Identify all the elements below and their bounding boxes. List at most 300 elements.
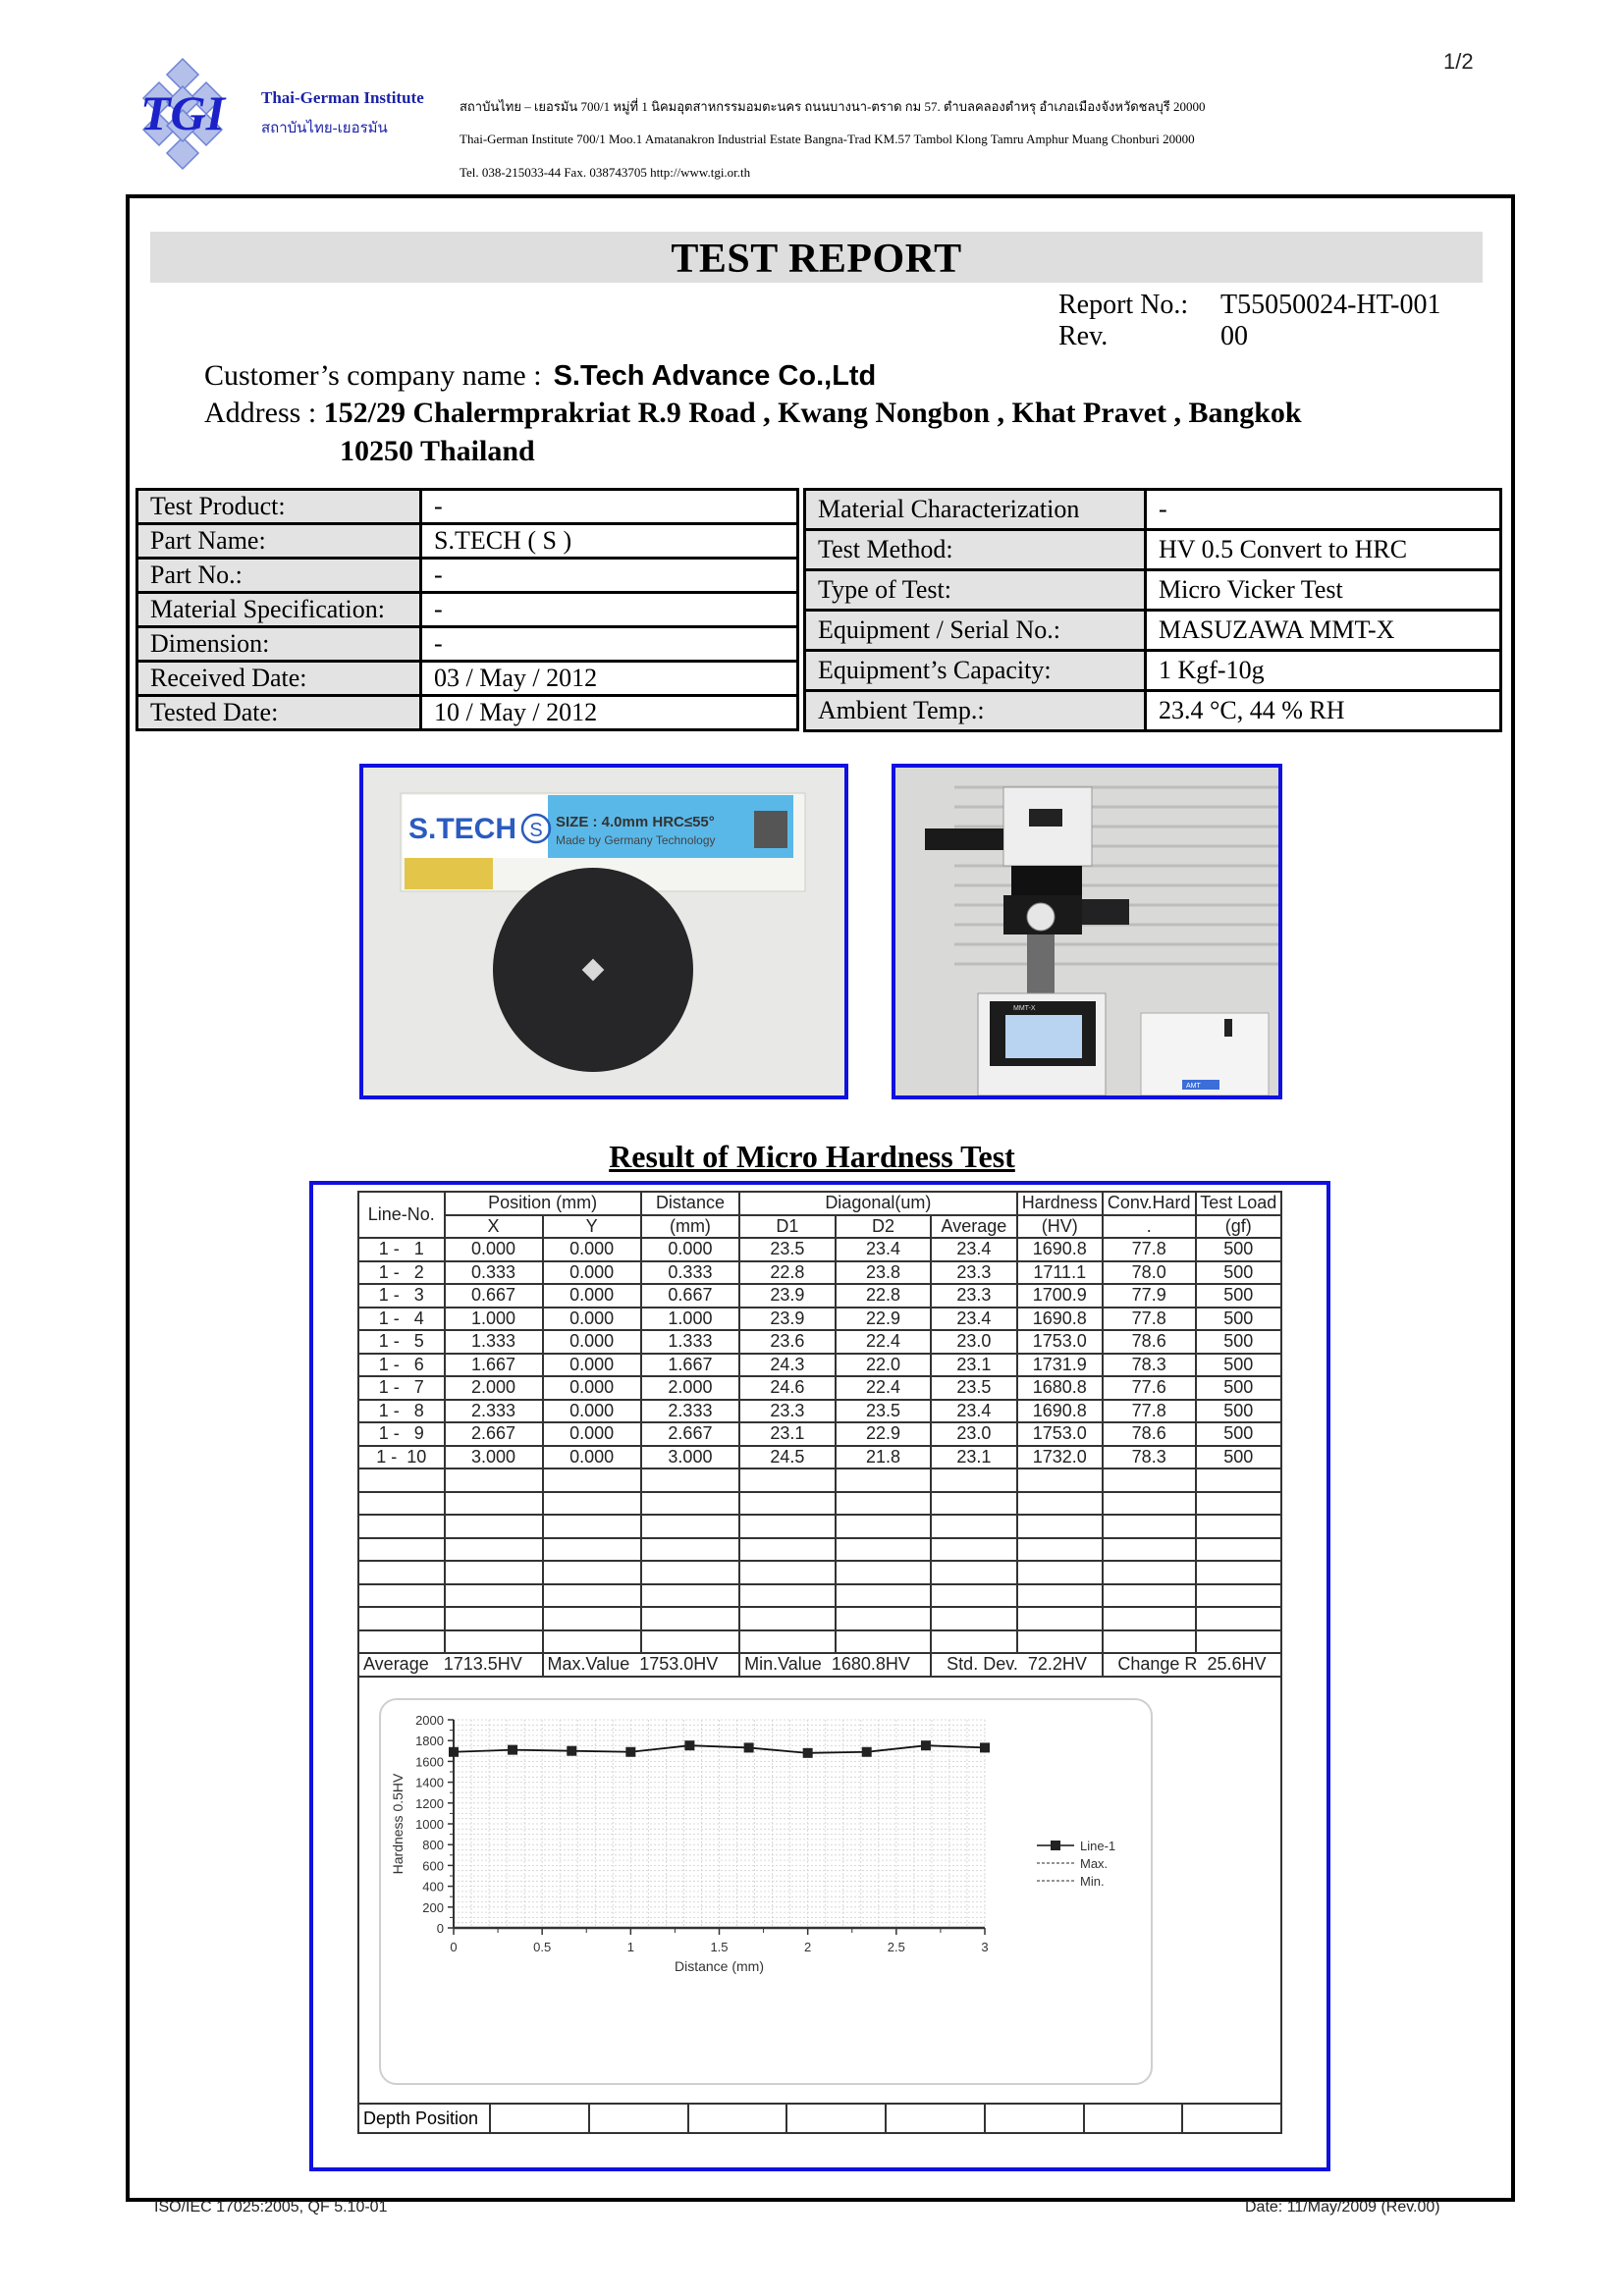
cell-test-load: 500 (1196, 1376, 1281, 1400)
empty-cell (445, 1630, 543, 1654)
cell-test-load: 500 (1196, 1330, 1281, 1354)
specimen-info-row (137, 559, 798, 593)
cell-hardness: 1690.8 (1017, 1400, 1103, 1423)
cell-y: 0.000 (543, 1376, 641, 1400)
empty-result-row (358, 1468, 1281, 1492)
footer-date: Date: 11/May/2009 (Rev.00) (1245, 2199, 1440, 2216)
cell-d2: 23.5 (836, 1400, 932, 1423)
header-line-no: Line-No. (358, 1192, 445, 1238)
empty-cell (1103, 1584, 1196, 1608)
cell-test-load: 500 (1196, 1446, 1281, 1469)
cell-conv-hard: 78.3 (1103, 1446, 1196, 1469)
empty-cell (445, 1607, 543, 1630)
result-row (358, 1261, 1281, 1285)
cell-average: 23.4 (931, 1308, 1016, 1331)
empty-cell (836, 1492, 932, 1516)
camera (925, 828, 1003, 850)
test-info-row (805, 490, 1501, 530)
depth-cell (688, 2104, 787, 2133)
data-point (862, 1747, 872, 1757)
address-value-2: 10250 Thailand (340, 435, 535, 467)
result-row (358, 1330, 1281, 1354)
header-test-load: Test Load (1196, 1192, 1281, 1215)
specimen-info-row (137, 662, 798, 696)
cell-line-no: 1 - 8 (358, 1400, 445, 1423)
x-tick-label: 2.5 (887, 1940, 905, 1954)
cell-line-no: 1 - 4 (358, 1308, 445, 1331)
empty-cell (543, 1468, 641, 1492)
data-point (449, 1747, 459, 1757)
empty-cell (445, 1515, 543, 1538)
empty-cell (358, 1584, 445, 1608)
empty-cell (543, 1584, 641, 1608)
cell-conv-hard: 78.6 (1103, 1330, 1196, 1354)
empty-cell (836, 1584, 932, 1608)
data-point (803, 1748, 813, 1758)
empty-cell (358, 1561, 445, 1584)
cell-test-load: 500 (1196, 1238, 1281, 1261)
empty-cell (1196, 1515, 1281, 1538)
empty-cell (358, 1607, 445, 1630)
specimen-info-row (137, 627, 798, 662)
legend-marker (1051, 1841, 1060, 1850)
sample-photo (359, 764, 848, 1099)
empty-cell (445, 1538, 543, 1562)
empty-cell (1017, 1630, 1103, 1654)
cell-test-load: 500 (1196, 1308, 1281, 1331)
hardness-chart (359, 1669, 1280, 2101)
cell-d1: 23.9 (739, 1308, 836, 1331)
change-label: Change R (1117, 1654, 1198, 1675)
max-value: 1753.0HV (639, 1654, 719, 1675)
empty-cell (1103, 1515, 1196, 1538)
empty-cell (739, 1515, 836, 1538)
institute-name: Thai-German Institute (261, 88, 424, 107)
cell-distance: 0.333 (641, 1261, 739, 1285)
touch-screen (1005, 1015, 1082, 1058)
header-hardness: Hardness (1017, 1192, 1103, 1215)
cell-average: 23.4 (931, 1400, 1016, 1423)
empty-cell (1017, 1538, 1103, 1562)
x-tick-label: 3 (981, 1940, 989, 1954)
cell-line-no: 1 - 2 (358, 1261, 445, 1285)
header-distance-unit: (mm) (641, 1215, 739, 1239)
std-value: 72.2HV (1027, 1654, 1087, 1675)
cell-y: 0.000 (543, 1330, 641, 1354)
empty-cell (445, 1584, 543, 1608)
cell-distance: 2.000 (641, 1376, 739, 1400)
qr-code (754, 811, 787, 848)
cell-d1: 23.5 (739, 1238, 836, 1261)
empty-cell (358, 1538, 445, 1562)
legend-label: Min. (1080, 1874, 1105, 1889)
depth-cell (589, 2104, 688, 2133)
empty-result-row (358, 1538, 1281, 1562)
test-info-value: MASUZAWA MMT-X (1146, 611, 1501, 651)
data-point (921, 1740, 931, 1750)
empty-cell (739, 1561, 836, 1584)
empty-cell (641, 1607, 739, 1630)
address-value-1: 152/29 Chalermprakriat R.9 Road , Kwang Nongbon , Khat Pravet , Bangkok (323, 397, 1302, 429)
cell-conv-hard: 78.6 (1103, 1422, 1196, 1446)
specimen-info-label: Test Product: (137, 490, 421, 524)
hardness-results-table (357, 1191, 1282, 1678)
empty-cell (739, 1607, 836, 1630)
cell-y: 0.000 (543, 1354, 641, 1377)
data-point (980, 1742, 990, 1752)
cell-distance: 1.667 (641, 1354, 739, 1377)
empty-cell (1196, 1630, 1281, 1654)
specimen-info-row (137, 593, 798, 627)
empty-result-row (358, 1492, 1281, 1516)
cell-hardness: 1731.9 (1017, 1354, 1103, 1377)
empty-cell (836, 1538, 932, 1562)
depth-cell (1182, 2104, 1281, 2133)
y-tick-label: 0 (436, 1921, 444, 1936)
customer-label: Customer’s company name : (204, 359, 542, 392)
cell-d2: 22.8 (836, 1284, 932, 1308)
empty-cell (641, 1492, 739, 1516)
screen-label: MMT-X (1013, 1005, 1036, 1012)
specimen-info-value: - (421, 627, 798, 662)
cell-average: 23.1 (931, 1446, 1016, 1469)
empty-cell (1017, 1515, 1103, 1538)
empty-cell (836, 1607, 932, 1630)
cell-d1: 24.3 (739, 1354, 836, 1377)
test-info-label: Ambient Temp.: (805, 691, 1146, 731)
result-row (358, 1422, 1281, 1446)
cell-d2: 23.4 (836, 1238, 932, 1261)
header-average: Average (931, 1215, 1016, 1239)
page-number: 1/2 (1443, 49, 1474, 74)
rev-value: 00 (1220, 321, 1248, 351)
empty-cell (739, 1584, 836, 1608)
y-tick-label: 400 (422, 1879, 444, 1895)
cell-distance: 2.333 (641, 1400, 739, 1423)
empty-cell (931, 1515, 1016, 1538)
cell-conv-hard: 77.8 (1103, 1308, 1196, 1331)
address-thai: สถาบันไทย – เยอรมัน 700/1 หมู่ที่ 1 นิคมอุตสาหกรรมอมตะนคร ถนนบางนา-ตราด กม 57. ตำบลคลองตำหรุ อำเภอเมืองจังหวัดชลบุรี 20000 (460, 99, 1206, 114)
empty-cell (358, 1468, 445, 1492)
empty-cell (1196, 1538, 1281, 1562)
report-title: TEST REPORT (671, 237, 962, 282)
specimen-info-row (137, 696, 798, 730)
test-info-table (803, 488, 1502, 732)
cell-d1: 23.1 (739, 1422, 836, 1446)
y-tick-label: 800 (422, 1838, 444, 1853)
empty-cell (543, 1538, 641, 1562)
specimen-info-table (135, 488, 799, 731)
header-position: Position (mm) (445, 1192, 641, 1215)
depth-cell (985, 2104, 1084, 2133)
result-row (358, 1376, 1281, 1400)
test-info-label: Material Characterization (805, 490, 1146, 530)
depth-cell (886, 2104, 985, 2133)
empty-cell (739, 1538, 836, 1562)
test-info-label: Test Method: (805, 530, 1146, 570)
cell-hardness: 1753.0 (1017, 1330, 1103, 1354)
y-tick-label: 1200 (415, 1795, 444, 1811)
empty-cell (358, 1492, 445, 1516)
test-info-row (805, 651, 1501, 691)
test-info-value: 1 Kgf-10g (1146, 651, 1501, 691)
header-conv-hard: Conv.Hard (1103, 1192, 1196, 1215)
empty-cell (543, 1515, 641, 1538)
x-tick-label: 1.5 (710, 1940, 729, 1954)
y-tick-label: 1600 (415, 1754, 444, 1770)
cell-conv-hard: 78.0 (1103, 1261, 1196, 1285)
cell-d1: 24.6 (739, 1376, 836, 1400)
customer-name: S.Tech Advance Co.,Ltd (553, 360, 877, 392)
empty-cell (1196, 1561, 1281, 1584)
legend-label: Max. (1080, 1856, 1109, 1871)
empty-cell (1196, 1607, 1281, 1630)
cell-test-load: 500 (1196, 1261, 1281, 1285)
y-tick-label: 1400 (415, 1775, 444, 1790)
cell-hardness: 1711.1 (1017, 1261, 1103, 1285)
specimen-info-label: Part No.: (137, 559, 421, 593)
test-info-label: Type of Test: (805, 570, 1146, 611)
y-tick-label: 1000 (415, 1817, 444, 1832)
empty-cell (1196, 1584, 1281, 1608)
cell-hardness: 1732.0 (1017, 1446, 1103, 1469)
cell-distance: 2.667 (641, 1422, 739, 1446)
cell-x: 2.667 (445, 1422, 543, 1446)
x-tick-label: 2 (804, 1940, 812, 1954)
cell-distance: 1.333 (641, 1330, 739, 1354)
average-label: Average (363, 1654, 429, 1675)
cell-test-load: 500 (1196, 1422, 1281, 1446)
result-row (358, 1354, 1281, 1377)
result-row (358, 1238, 1281, 1261)
cell-y: 0.000 (543, 1238, 641, 1261)
cell-hardness: 1753.0 (1017, 1422, 1103, 1446)
tool-tip (405, 858, 493, 889)
empty-cell (739, 1630, 836, 1654)
x-tick-label: 0 (450, 1940, 458, 1954)
std-label: Std. Dev. (947, 1654, 1018, 1675)
cell-d1: 23.6 (739, 1330, 836, 1354)
cell-line-no: 1 - 7 (358, 1376, 445, 1400)
y-tick-label: 1800 (415, 1734, 444, 1749)
min-value: 1680.8HV (831, 1654, 910, 1675)
cell-d1: 22.8 (739, 1261, 836, 1285)
data-point (684, 1740, 694, 1750)
cell-line-no: 1 - 1 (358, 1238, 445, 1261)
cell-distance: 0.000 (641, 1238, 739, 1261)
specimen-info-value: - (421, 593, 798, 627)
column (1027, 934, 1055, 993)
specimen-info-label: Tested Date: (137, 696, 421, 730)
empty-cell (445, 1492, 543, 1516)
brand-text: S.TECH (408, 813, 517, 845)
empty-cell (543, 1607, 641, 1630)
y-tick-label: 200 (422, 1899, 444, 1915)
empty-result-row (358, 1630, 1281, 1654)
empty-cell (1196, 1492, 1281, 1516)
cell-line-no: 1 - 10 (358, 1446, 445, 1469)
empty-cell (739, 1468, 836, 1492)
empty-cell (931, 1584, 1016, 1608)
cell-x: 1.667 (445, 1354, 543, 1377)
x-tick-label: 0.5 (533, 1940, 552, 1954)
report-number-block (1058, 290, 1441, 352)
cell-d2: 21.8 (836, 1446, 932, 1469)
empty-cell (358, 1515, 445, 1538)
cell-y: 0.000 (543, 1446, 641, 1469)
cell-conv-hard: 78.3 (1103, 1354, 1196, 1377)
empty-cell (1103, 1492, 1196, 1516)
test-info-row (805, 691, 1501, 731)
empty-cell (641, 1468, 739, 1492)
cell-d2: 22.4 (836, 1376, 932, 1400)
cell-d2: 23.8 (836, 1261, 932, 1285)
cell-d1: 23.9 (739, 1284, 836, 1308)
cell-x: 0.333 (445, 1261, 543, 1285)
empty-cell (931, 1492, 1016, 1516)
empty-cell (1017, 1492, 1103, 1516)
logo-text: TGI (139, 85, 226, 140)
cell-hardness: 1690.8 (1017, 1238, 1103, 1261)
cell-average: 23.0 (931, 1422, 1016, 1446)
cell-distance: 0.667 (641, 1284, 739, 1308)
specimen-info-value: 10 / May / 2012 (421, 696, 798, 730)
customer-line (204, 359, 876, 393)
cell-x: 0.000 (445, 1238, 543, 1261)
empty-cell (1103, 1607, 1196, 1630)
cell-conv-hard: 77.9 (1103, 1284, 1196, 1308)
contact-info: Tel. 038-215033-44 Fax. 038743705 http://www.tgi.or.th (460, 165, 751, 180)
empty-cell (641, 1538, 739, 1562)
specimen-info-value: S.TECH ( S ) (421, 524, 798, 559)
size-text: SIZE : 4.0mm HRC≤55° (556, 814, 715, 830)
specimen-info-label: Material Specification: (137, 593, 421, 627)
report-no-value: T55050024-HT-001 (1220, 290, 1441, 320)
cell-d2: 22.0 (836, 1354, 932, 1377)
result-row (358, 1308, 1281, 1331)
empty-cell (543, 1561, 641, 1584)
data-point (567, 1746, 576, 1756)
test-info-value: 23.4 °C, 44 % RH (1146, 691, 1501, 731)
tgi-logo (120, 57, 245, 171)
empty-cell (641, 1561, 739, 1584)
cell-d2: 22.4 (836, 1330, 932, 1354)
empty-cell (1103, 1630, 1196, 1654)
x-tick-label: 1 (626, 1940, 634, 1954)
empty-cell (543, 1492, 641, 1516)
cell-hardness: 1690.8 (1017, 1308, 1103, 1331)
cell-average: 23.5 (931, 1376, 1016, 1400)
cell-conv-hard: 77.8 (1103, 1238, 1196, 1261)
empty-cell (1017, 1607, 1103, 1630)
cell-average: 23.3 (931, 1261, 1016, 1285)
test-info-row (805, 570, 1501, 611)
empty-result-row (358, 1515, 1281, 1538)
cell-distance: 1.000 (641, 1308, 739, 1331)
controller-label: AMT (1186, 1083, 1201, 1090)
test-info-value: Micro Vicker Test (1146, 570, 1501, 611)
cell-x: 1.000 (445, 1308, 543, 1331)
empty-cell (836, 1515, 932, 1538)
empty-cell (739, 1492, 836, 1516)
data-point (744, 1742, 754, 1752)
specimen-info-value: - (421, 559, 798, 593)
empty-cell (1103, 1538, 1196, 1562)
depth-cell (490, 2104, 589, 2133)
empty-cell (1196, 1468, 1281, 1492)
data-point (625, 1747, 635, 1757)
empty-cell (445, 1468, 543, 1492)
specimen-info-label: Received Date: (137, 662, 421, 696)
cell-hardness: 1680.8 (1017, 1376, 1103, 1400)
title-band (150, 232, 1483, 283)
cell-y: 0.000 (543, 1284, 641, 1308)
cell-x: 1.333 (445, 1330, 543, 1354)
cell-average: 23.4 (931, 1238, 1016, 1261)
legend-label: Line-1 (1080, 1839, 1116, 1853)
cell-hardness: 1700.9 (1017, 1284, 1103, 1308)
empty-result-row (358, 1584, 1281, 1608)
test-info-row (805, 611, 1501, 651)
cell-conv-hard: 77.6 (1103, 1376, 1196, 1400)
header-conv-hard-unit: . (1103, 1215, 1196, 1239)
hardness-tester-photo (892, 764, 1282, 1099)
data-point (508, 1745, 517, 1755)
header-x: X (445, 1215, 543, 1239)
result-row (358, 1400, 1281, 1423)
empty-cell (358, 1630, 445, 1654)
cell-average: 23.3 (931, 1284, 1016, 1308)
report-no-label: Report No.: (1058, 290, 1189, 320)
empty-cell (931, 1630, 1016, 1654)
cell-d1: 24.5 (739, 1446, 836, 1469)
y-axis-label: Hardness 0.5HV (390, 1773, 406, 1875)
empty-cell (445, 1561, 543, 1584)
cell-distance: 3.000 (641, 1446, 739, 1469)
header-diagonal: Diagonal(um) (739, 1192, 1016, 1215)
cell-line-no: 1 - 9 (358, 1422, 445, 1446)
chart-legend (1037, 1839, 1115, 1889)
specimen-info-value: - (421, 490, 798, 524)
cell-test-load: 500 (1196, 1284, 1281, 1308)
change-value: 25.6HV (1207, 1654, 1267, 1675)
result-row (358, 1284, 1281, 1308)
result-title: Result of Micro Hardness Test (609, 1139, 1015, 1174)
specimen-info-label: Dimension: (137, 627, 421, 662)
cell-x: 3.000 (445, 1446, 543, 1469)
header-hardness-unit: (HV) (1017, 1215, 1103, 1239)
depth-cell (1084, 2104, 1183, 2133)
cell-conv-hard: 77.8 (1103, 1400, 1196, 1423)
address-label: Address : (204, 397, 317, 429)
empty-cell (931, 1607, 1016, 1630)
empty-cell (641, 1515, 739, 1538)
cell-y: 0.000 (543, 1308, 641, 1331)
cell-line-no: 1 - 5 (358, 1330, 445, 1354)
test-info-value: - (1146, 490, 1501, 530)
cell-d1: 23.3 (739, 1400, 836, 1423)
cell-test-load: 500 (1196, 1400, 1281, 1423)
test-info-row (805, 530, 1501, 570)
cell-average: 23.1 (931, 1354, 1016, 1377)
specimen-info-row (137, 524, 798, 559)
cell-test-load: 500 (1196, 1354, 1281, 1377)
empty-cell (1017, 1584, 1103, 1608)
y-tick-label: 600 (422, 1858, 444, 1874)
specimen-info-value: 03 / May / 2012 (421, 662, 798, 696)
cell-y: 0.000 (543, 1261, 641, 1285)
specimen-info-label: Part Name: (137, 524, 421, 559)
